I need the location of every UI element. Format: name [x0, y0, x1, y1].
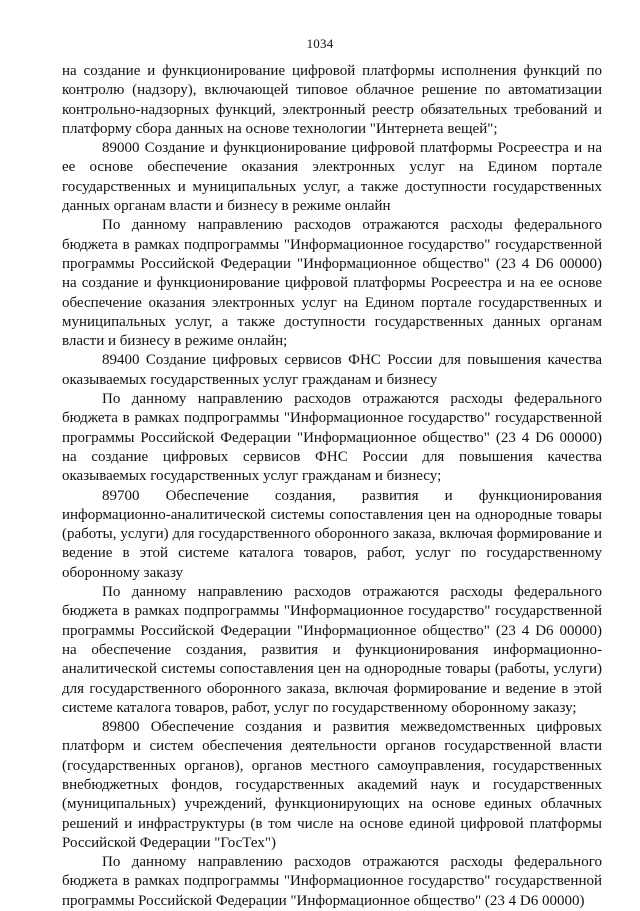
document-body — [62, 62, 602, 911]
paragraph-89000-description: По данному направлению расходов отражаются расходы федерального бюджета в рамках подпрограммы "Информационное государство" государственной программы Российской Федерации "Информационное общество" (23 4 D6 00000) на создание и функционирование цифровой платформы Росреестра и на ее основе обеспечение оказания электронных услуг на Едином портале государственных и муниципальных услуг, а также доступности государственных данных органам власти и бизнесу в режиме онлайн; — [62, 217, 602, 350]
paragraph-89700-description: По данному направлению расходов отражаются расходы федерального бюджета в рамках подпрограммы "Информационное государство" государственной программы Российской Федерации "Информационное общество" (23 4 D6 00000) на обеспечение создания, развития и функционирования информационно-аналитической системы сопоставления цен на однородные товары (работы, услуги) для государственного оборонного заказа, включая формирование и ведение в этой системе каталога товаров, работ, услуг по государственному оборонному заказу; — [62, 584, 602, 716]
page-number: 1034 — [306, 36, 334, 51]
paragraph-89000-heading: 89000 Создание и функционирование цифровой платформы Росреестра и на ее основе обеспечение оказания электронных услуг на Едином портале государственных и муниципальных услуг, а также доступности государственных данных органам власти и бизнесу в режиме онлайн — [62, 140, 602, 215]
paragraph-89800-heading: 89800 Обеспечение создания и развития межведомственных цифровых платформ и систем обеспечения деятельности органов государственной власти (государственных органов), органов местного самоуправления, государственных внебюджетных фондов, государственных академий наук и государственных (муниципальных) учреждений, функционирующих на основе единых облачных решений и инфраструктуры (в том числе на основе единой цифровой платформы Российской Федерации "ГосТех") — [62, 719, 602, 851]
paragraph-89400-description: По данному направлению расходов отражаются расходы федерального бюджета в рамках подпрограммы "Информационное государство" государственной программы Российской Федерации "Информационное общество" (23 4 D6 00000) на создание цифровых сервисов ФНС России для повышения качества оказываемых государственных услуг гражданам и бизнесу; — [62, 391, 602, 485]
paragraph-89700-heading: 89700 Обеспечение создания, развития и функционирования информационно-аналитической системы сопоставления цен на однородные товары (работы, услуги) для государственного оборонного заказа, включая формирование и ведение в этой системе каталога товаров, работ, услуг по государственному оборонному заказу — [62, 487, 602, 581]
paragraph-89400-heading: 89400 Создание цифровых сервисов ФНС России для повышения качества оказываемых государственных услуг гражданам и бизнесу — [62, 352, 602, 388]
paragraph-89800-description: По данному направлению расходов отражаются расходы федерального бюджета в рамках подпрограммы "Информационное государство" государственной программы Российской Федерации "Информационное общество" (23 4 D6 00000) — [62, 854, 602, 909]
paragraph-continuation: на создание и функционирование цифровой платформы исполнения функций по контролю (надзору), включающей типовое облачное решение по автоматизации контрольно-надзорных функций, электронный реестр обязательных требований и платформу сбора данных на основе технологии "Интернета вещей"; — [62, 63, 602, 137]
